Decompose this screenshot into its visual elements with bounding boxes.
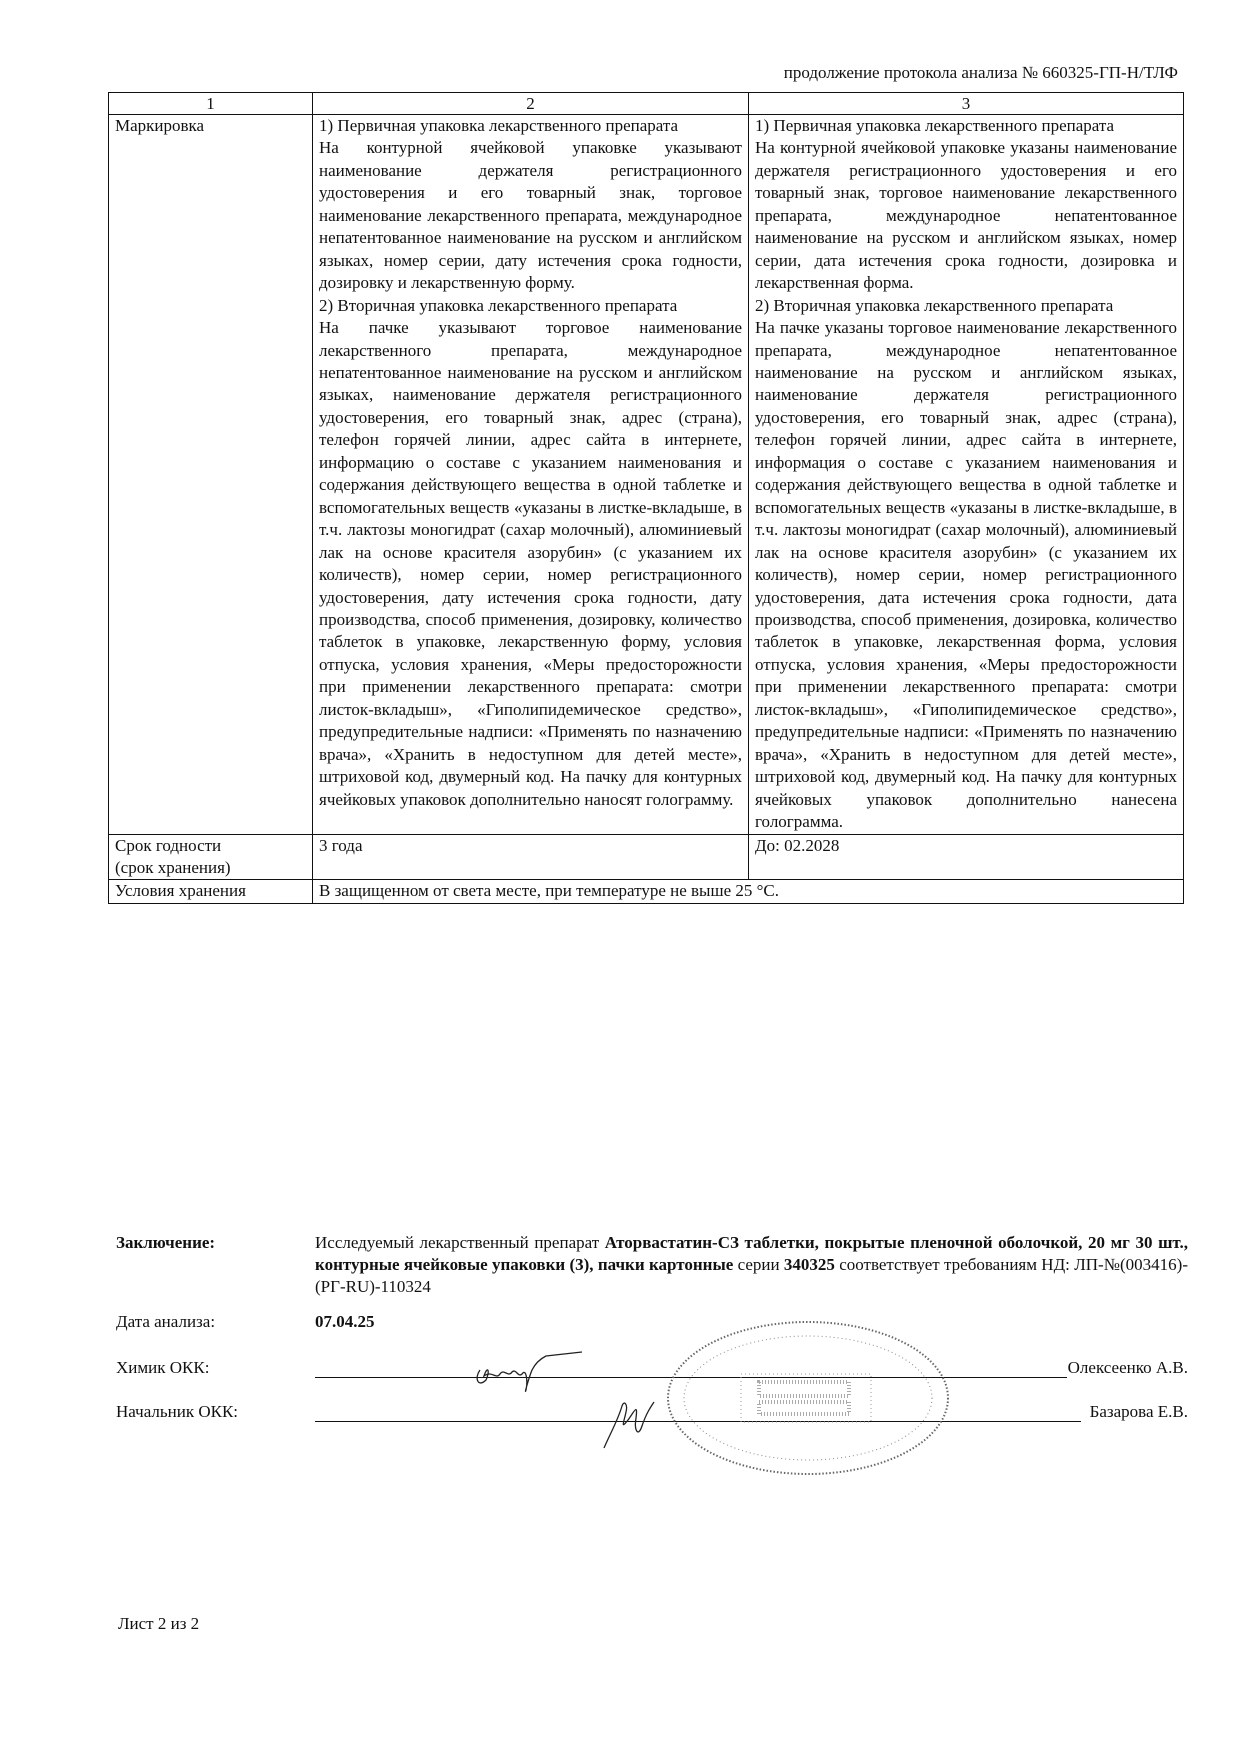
requirement-paragraph: На пачке указывают торговое наименование лекарственного препарата, международное непатентованное наименование на русском и английском языках, наименование держателя регистрационного удостоверения, его товарный знак, адрес (страна), телефон горячей линии, адрес сайта в интернете, информацию о составе с указанием наименования и содержания действующего вещества в одной таблетке и вспомогательных веществ «указаны в листке-вкладыше, в т.ч. лактозы моногидрат (сахар молочный), алюминиевый лак на основе красителя азорубин» (с указанием их количеств), номер серии, номер регистрационного удостоверения, дату истечения срока годности, дату производства, способ применения, дозировку, количество таблеток в упаковке, лекарственную форму, условия отпуска, условия хранения, «Меры предосторожности при применении лекарственного препарата: смотри листок-вкладыш», «Гиполипидемическое средство», предупредительные надписи: «Применять по назначению врача», «Хранить в недоступном для детей месте», штриховой код, двумерный код. На пачку для контурных ячейковых упаковок дополнительно наносят голограмму.: [319, 318, 742, 809]
column-number: 2: [313, 93, 749, 115]
head-label: Начальник ОКК:: [116, 1402, 239, 1421]
column-number: 3: [749, 93, 1184, 115]
requirement-paragraph: 2) Вторичная упаковка лекарственного препарата: [319, 295, 678, 315]
chemist-name: Олексеенко А.В.: [1067, 1358, 1188, 1377]
chemist-signature-row: [116, 1358, 1188, 1382]
requirement-cell: [313, 115, 749, 835]
head-name: Базарова Е.В.: [1089, 1402, 1188, 1421]
indicator-cell: [109, 834, 313, 880]
requirement-paragraph: На контурной ячейковой упаковке указывают наименование держателя регистрационного удостоверения и его товарный знак, торговое наименование лекарственного препарата, международное непатентованное наименование на русском и английском языках, номер серии, дату истечения срока годности, дозировку и лекарственную форму.: [319, 138, 742, 293]
analysis-date-row: [116, 1312, 1188, 1336]
analysis-table: [108, 92, 1184, 904]
table-row-labeling: [109, 115, 1184, 835]
result-cell: До: 02.2028: [749, 834, 1184, 880]
analysis-date-value: 07.04.25: [315, 1312, 375, 1331]
indicator-line: Срок годности: [115, 835, 222, 855]
protocol-continuation-header: продолжение протокола анализа № 660325-ГП-Н/ТЛФ: [783, 63, 1178, 82]
conclusion-middle: серии: [733, 1255, 784, 1274]
table-row-storage: [109, 880, 1184, 903]
result-paragraph: На пачке указаны торговое наименование лекарственного препарата, международное непатентованное наименование на русском и английском языках, наименование держателя регистрационного удостоверения, его товарный знак, адрес (страна), телефон горячей линии, адрес сайта в интернете, информация о составе с указанием наименования и содержания действующего вещества в одной таблетке и вспомогательных веществ «указаны в листке-вкладыше, в т.ч. лактозы моногидрат (сахар молочный), алюминиевый лак на основе красителя азорубин» (с указанием их количеств), номер серии, номер регистрационного удостоверения, дата истечения срока годности, дата производства, способ применения, дозировка, количество таблеток в упаковке, лекарственная форма, условия отпуска, условия хранения, «Меры предосторожности при применении лекарственного препарата: смотри листок-вкладыш», «Гиполипидемическое средство», предупредительные надписи: «Применять по назначению врача», «Хранить в недоступном для детей месте», штриховой код, двумерный код. На пачку для контурных ячейковых упаковок дополнительно нанесена голограмма.: [755, 318, 1177, 832]
column-number: 1: [109, 93, 313, 115]
chemist-signature-icon: [470, 1350, 600, 1400]
chemist-label: Химик ОКК:: [116, 1358, 210, 1377]
analysis-date-label: Дата анализа:: [116, 1312, 216, 1331]
column-number-row: [109, 93, 1184, 115]
product-name: Аторвастатин-СЗ таблетки, покрытые пленочной оболочкой, 20 мг 30 шт., контурные ячейковые упаковки (3), пачки картонные: [315, 1233, 1188, 1274]
result-paragraph: 2) Вторичная упаковка лекарственного препарата: [755, 295, 1114, 315]
indicator-line: (срок хранения): [115, 857, 231, 877]
requirement-paragraph: 1) Первичная упаковка лекарственного препарата: [319, 116, 679, 135]
indicator-cell: Условия хранения: [109, 880, 313, 903]
table-row-shelf-life: [109, 834, 1184, 880]
merged-cell: В защищенном от света месте, при температуре не выше 25 °С.: [313, 880, 1184, 903]
conclusion-prefix: Исследуемый лекарственный препарат: [315, 1233, 605, 1252]
indicator-cell: Маркировка: [109, 115, 313, 835]
sheet-number: Лист 2 из 2: [118, 1614, 200, 1633]
conclusion-text: [315, 1232, 1188, 1298]
conclusion-label: Заключение:: [116, 1233, 216, 1252]
organization-stamp-icon: [663, 1318, 953, 1478]
result-paragraph: На контурной ячейковой упаковке указаны наименование держателя регистрационного удостоверения и его товарный знак, торговое наименование лекарственного препарата, международное непатентованное наименование на русском и английском языках, номер серии, дата истечения срока годности, дозировка и лекарственная форма.: [755, 138, 1177, 293]
requirement-cell: 3 года: [313, 834, 749, 880]
series-number: 340325: [783, 1255, 835, 1274]
conclusion-suffix: соответствует требованиям НД: ЛП-№(003416)-(РГ-RU)-110324: [315, 1255, 1189, 1296]
head-signature-icon: [598, 1390, 668, 1460]
result-paragraph: 1) Первичная упаковка лекарственного препарата: [755, 116, 1115, 135]
result-cell: [749, 115, 1184, 835]
